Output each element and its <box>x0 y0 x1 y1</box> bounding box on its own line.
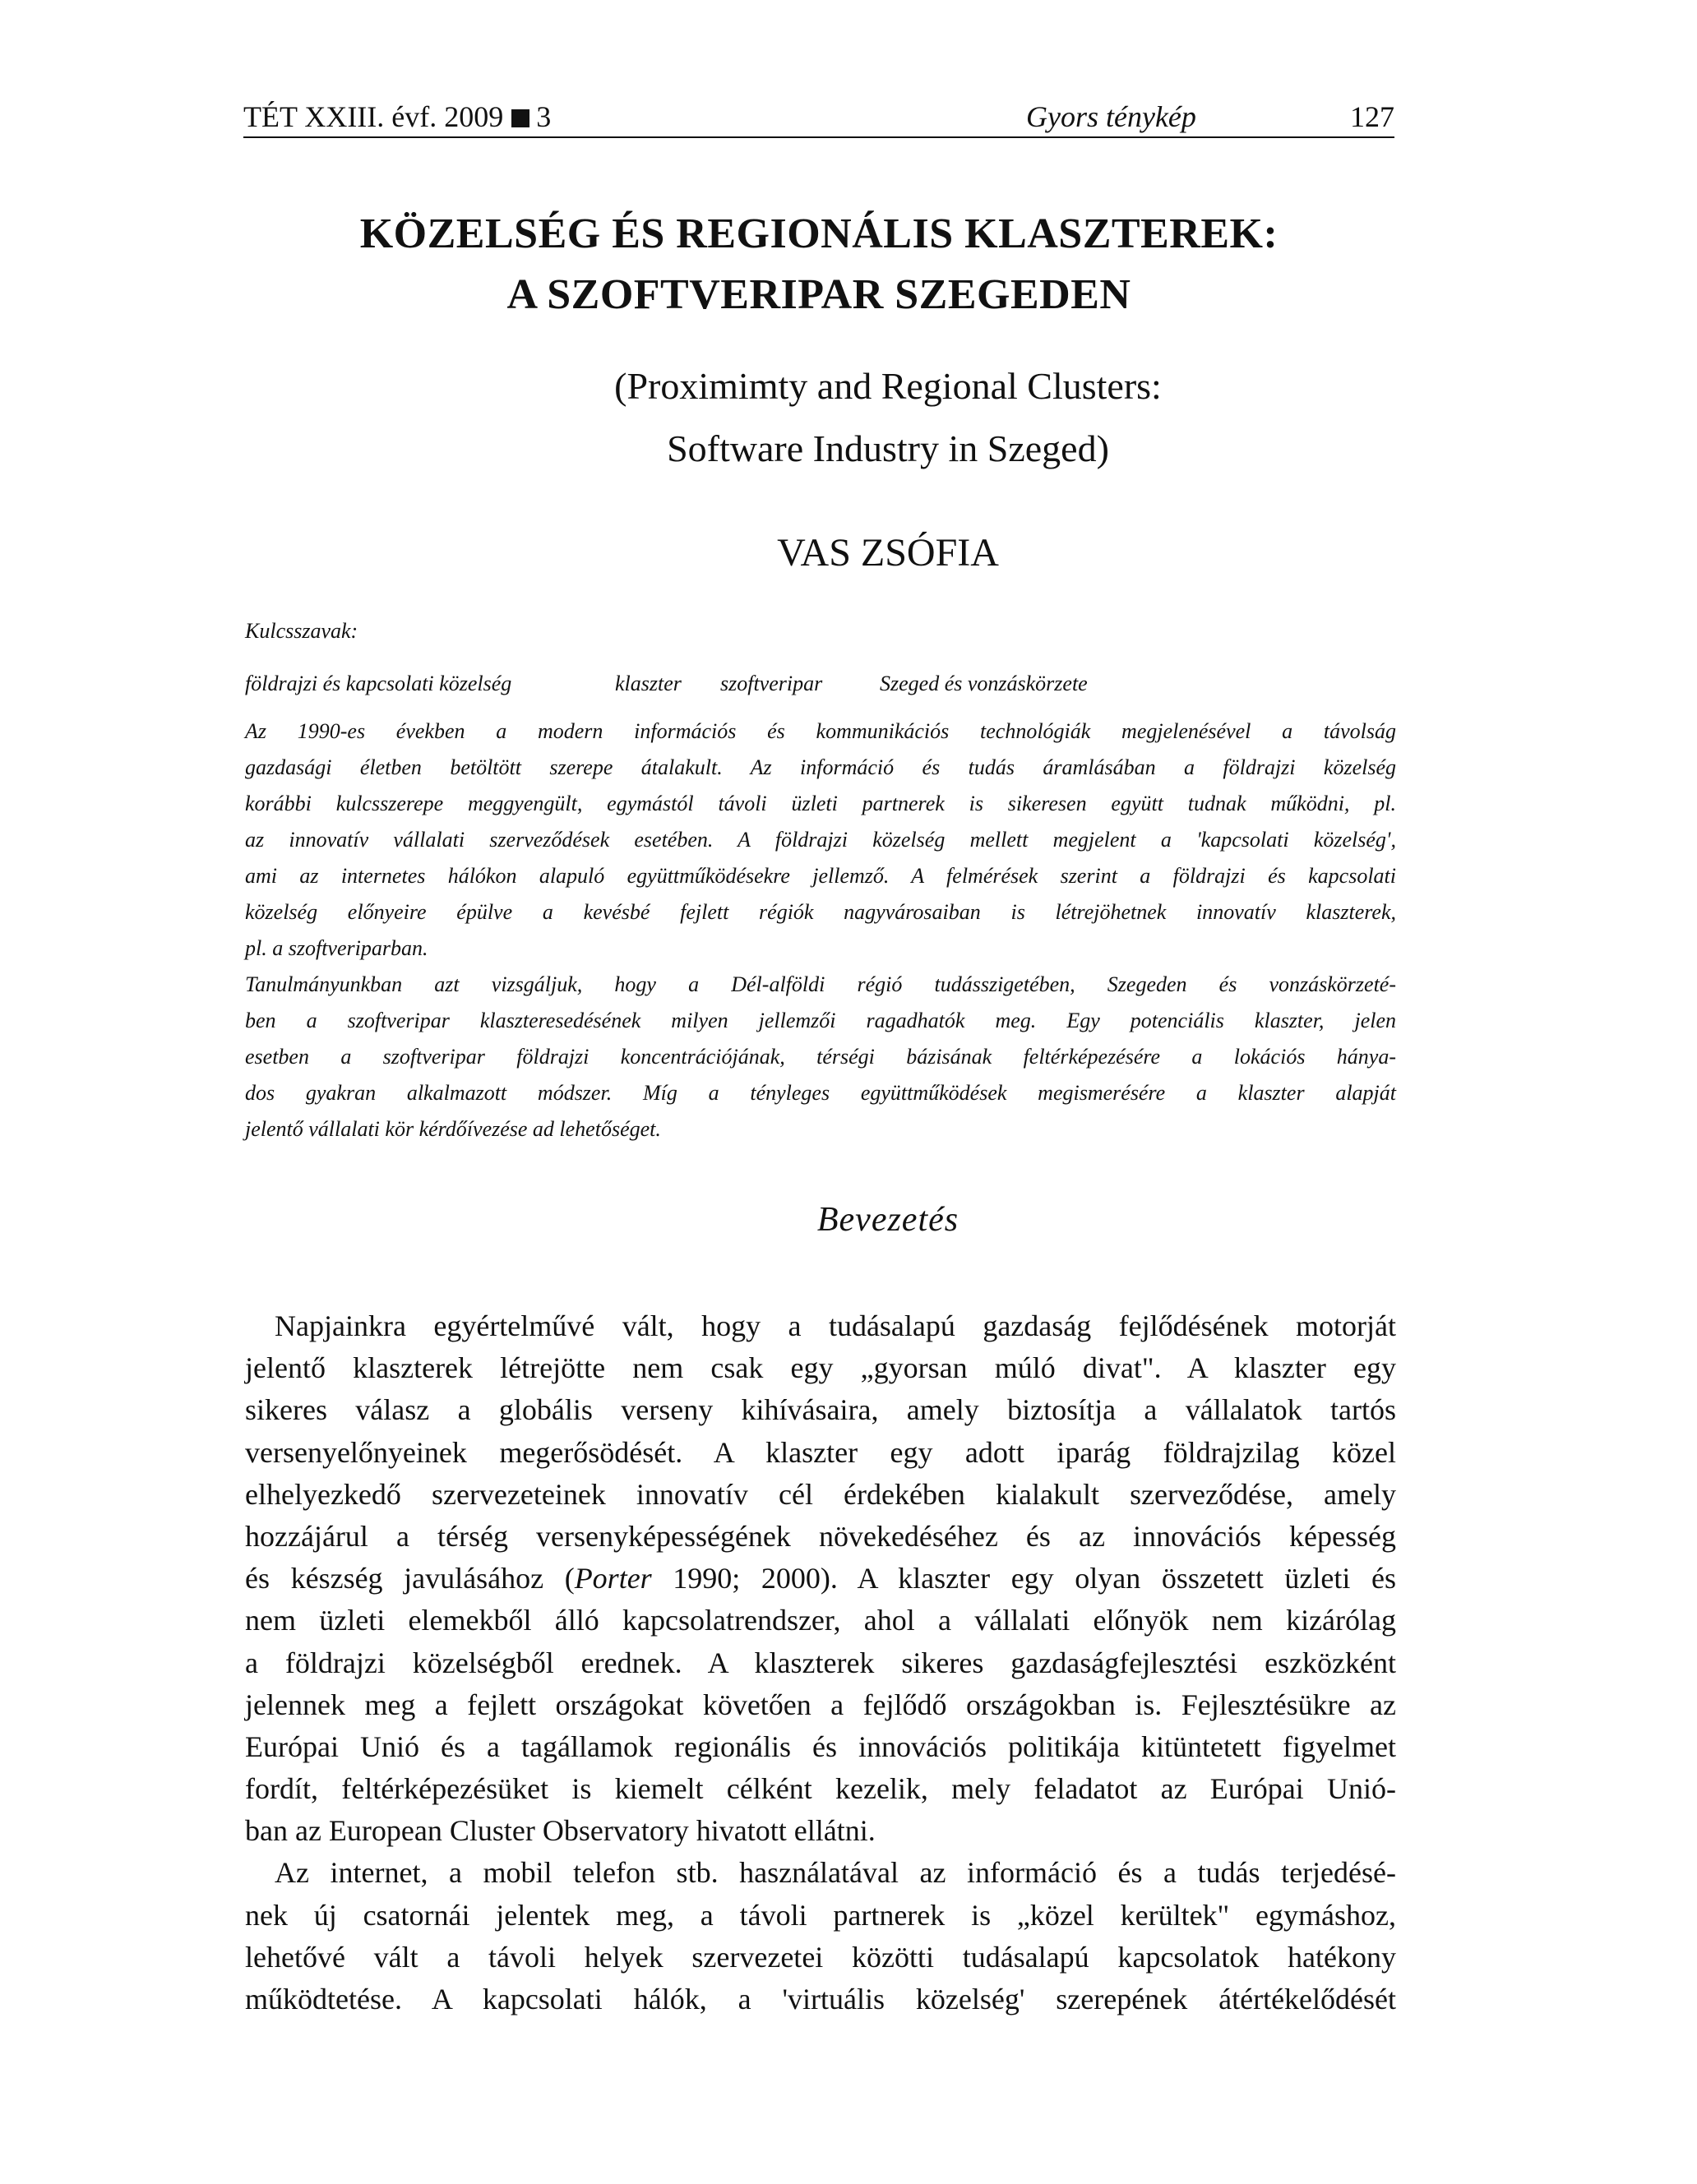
abstract <box>245 713 1396 1147</box>
body-line: a földrajzi közelségből erednek. A klaszterek sikeres gazdaságfejlesztési eszközként <box>245 1646 1396 1679</box>
body-line: fordít, feltérképezésüket is kiemelt célként kezelik, mely feladatot az Európai Unió- <box>245 1772 1396 1806</box>
square-separator-icon <box>511 109 529 127</box>
body-line: Az internet, a mobil telefon stb. használatával az információ és a tudás terjedésé- <box>275 1856 1396 1890</box>
body-line: versenyelőnyeinek megerősödését. A klaszter egy adott iparág földrajzilag közel <box>245 1435 1396 1469</box>
journal-volume: TÉT XXIII. évf. 2009 <box>243 100 504 133</box>
section-name: Gyors ténykép <box>1026 100 1196 133</box>
body-text-segment: és készség javulásához ( <box>245 1562 575 1595</box>
running-head <box>243 97 1394 136</box>
abstract-line: közelség előnyeire épülve a kevésbé fejlett régiók nagyvárosaiban is létrejöhetnek innovatív klaszterek, <box>245 900 1396 924</box>
body-line: jelentő klaszterek létrejötte nem csak egy „gyorsan múló divat". A klaszter egy <box>245 1351 1396 1385</box>
abstract-line: ami az internetes hálókon alapuló együttműködésekre jellemző. A felmérések szerint a földrajzi és kapcsolati <box>245 864 1396 888</box>
title-line: A SZOFTVERIPAR SZEGEDEN <box>506 271 1131 318</box>
body-text <box>245 1305 1396 2020</box>
keyword: szoftveripar <box>720 672 823 695</box>
body-line: ban az European Cluster Observatory hivatott ellátni. <box>245 1814 876 1848</box>
body-line: lehetővé vált a távoli helyek szervezetei közötti tudásalapú kapcsolatok hatékony <box>245 1940 1396 1974</box>
keyword: Szeged és vonzáskörzete <box>880 672 1088 695</box>
keyword: klaszter <box>615 672 682 695</box>
body-line: hozzájárul a térség versenyképességének növekedéséhez és az innovációs képesség <box>245 1519 1396 1553</box>
body-line: nem üzleti elemekből álló kapcsolatrendszer, ahol a vállalati előnyök nem kizárólag <box>245 1604 1396 1637</box>
title-line: KÖZELSÉG ÉS REGIONÁLIS KLASZTEREK: <box>359 210 1279 257</box>
citation-author: Porter <box>574 1562 652 1595</box>
article-subtitle <box>460 355 1316 480</box>
abstract-line: jelentő vállalati kör kérdőívezése ad lehetőséget. <box>245 1117 661 1141</box>
page-number: 127 <box>1350 100 1394 133</box>
body-line: Napjainkra egyértelművé vált, hogy a tudásalapú gazdaság fejlődésének motorját <box>275 1309 1396 1342</box>
body-line: elhelyezkedő szervezeteinek innovatív cél érdekében kialakult szerveződése, amely <box>245 1477 1396 1511</box>
abstract-line: dos gyakran alkalmazott módszer. Míg a tényleges együttműködések megismerésére a klaszter alapját <box>245 1081 1396 1105</box>
body-line: sikeres válasz a globális verseny kihívásaira, amely biztosítja a vállalatok tartós <box>245 1393 1396 1427</box>
body-line: nek új csatornái jelentek meg, a távoli partnerek is „közel kerültek" egymáshoz, <box>245 1898 1396 1932</box>
abstract-line: korábbi kulcsszerepe meggyengült, egymástól távoli üzleti partnerek is sikeresen együtt tudnak működni, pl. <box>245 792 1396 815</box>
subtitle-line: (Proximimty and Regional Clusters: <box>614 365 1162 407</box>
body-line: működtetése. A kapcsolati hálók, a 'virtuális közelség' szerepének átértékelődését <box>245 1983 1396 2015</box>
body-line: jelennek meg a fejlett országokat követően a fejlődő országokban is. Fejlesztésükre az <box>245 1688 1396 1721</box>
keyword: földrajzi és kapcsolati közelség <box>245 672 512 695</box>
abstract-line: esetben a szoftveripar földrajzi koncentrációjának, térségi bázisának feltérképezésére a lokációs hánya- <box>245 1045 1396 1069</box>
article-title <box>243 204 1394 326</box>
abstract-line: az innovatív vállalati szerveződések esetében. A földrajzi közelség mellett megjelent a 'kapcsolati közelség', <box>245 828 1396 852</box>
abstract-line: gazdasági életben betöltött szerepe átalakult. Az információ és tudás áramlásában a földrajzi közelség <box>245 755 1396 779</box>
subtitle-line: Software Industry in Szeged) <box>667 427 1109 469</box>
section-heading: Bevezetés <box>816 1201 959 1239</box>
keywords-label: Kulcsszavak: <box>245 619 358 643</box>
body-line <box>245 1558 1396 1600</box>
header-rule <box>243 136 1394 138</box>
journal-issue: 3 <box>536 100 552 133</box>
body-text-segment: 1990; 2000). A klaszter egy olyan összetett üzleti és <box>651 1562 1396 1595</box>
abstract-line: ben a szoftveripar klaszteresedésének milyen jellemzői ragadhatók meg. Egy potenciális klaszter, jelen <box>245 1009 1396 1032</box>
journal-info <box>243 97 551 136</box>
abstract-line: pl. a szoftveriparban. <box>245 936 428 960</box>
body-line: Európai Unió és a tagállamok regionális és innovációs politikája kitüntetett figyelmet <box>245 1729 1396 1763</box>
abstract-line: Az 1990-es években a modern információs és kommunikációs technológiák megjelenésével a távolság <box>245 719 1396 743</box>
author-name: VAS ZSÓFIA <box>777 531 999 575</box>
abstract-line: Tanulmányunkban azt vizsgáljuk, hogy a Dél-alföldi régió tudásszigetében, Szegeden és vonzáskörzeté- <box>245 972 1396 996</box>
keywords-list <box>245 666 1396 702</box>
